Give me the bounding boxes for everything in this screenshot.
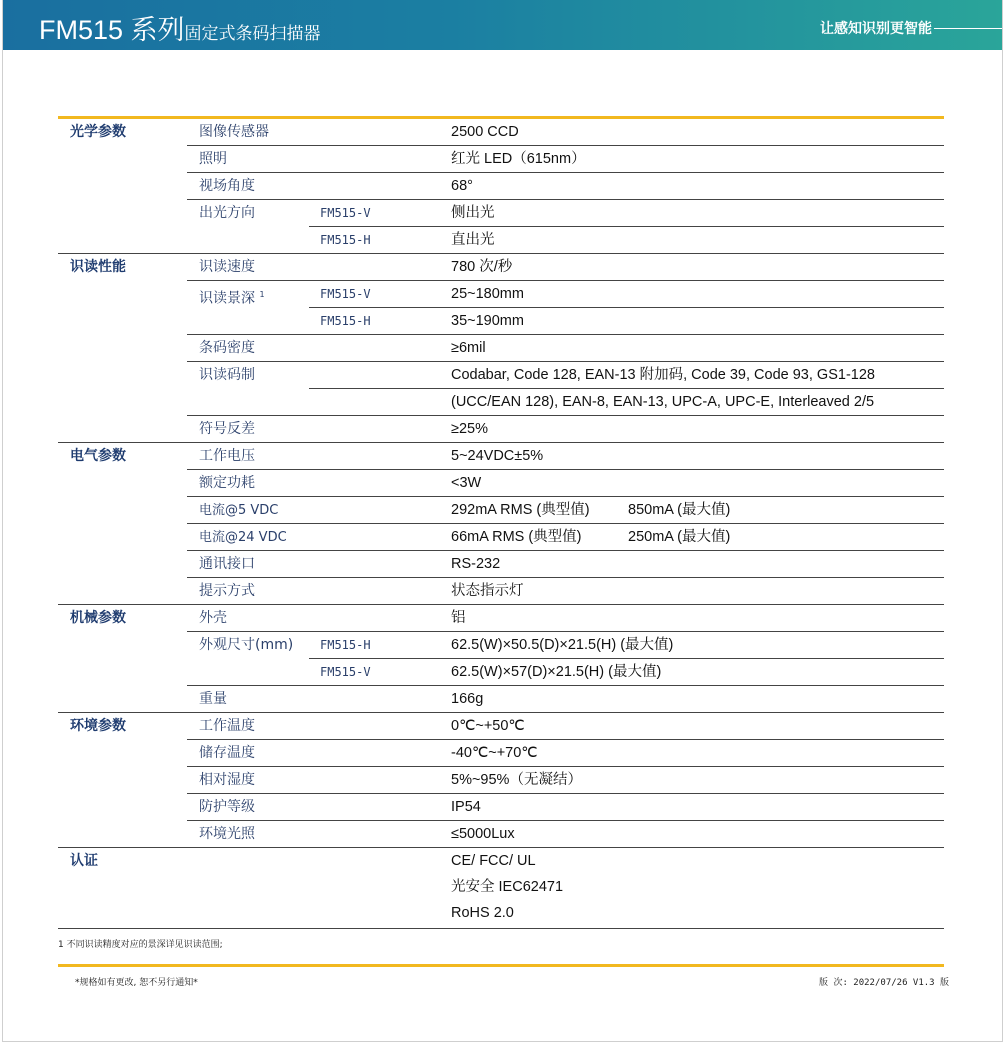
model-label: FM515-V bbox=[309, 200, 442, 227]
value-text: 红光 LED（615nm） bbox=[451, 151, 586, 167]
value-text: Codabar, Code 128, EAN-13 附加码, Code 39, Code 93, GS1-128 bbox=[451, 367, 875, 383]
model-label bbox=[309, 416, 442, 443]
param-text: 识读景深 bbox=[199, 290, 255, 307]
category-label bbox=[58, 416, 187, 443]
value-text: 直出光 bbox=[451, 232, 495, 248]
table-row bbox=[58, 497, 944, 524]
category-label bbox=[58, 767, 187, 794]
category-label bbox=[58, 821, 187, 848]
table-row bbox=[58, 200, 944, 227]
param-text: 外壳 bbox=[199, 610, 227, 626]
bottom-gold-rule bbox=[58, 964, 944, 967]
table-row bbox=[58, 470, 944, 497]
param-text: 符号反差 bbox=[199, 421, 255, 437]
model-label bbox=[309, 605, 442, 632]
table-row bbox=[58, 227, 944, 254]
spec-value bbox=[442, 416, 944, 443]
category-label bbox=[58, 227, 187, 254]
certification-item: 光安全 IEC62471 bbox=[451, 879, 564, 895]
model-label bbox=[309, 578, 442, 605]
param-label bbox=[187, 605, 309, 632]
table-row bbox=[58, 659, 944, 686]
table-row bbox=[58, 362, 944, 416]
value-text: 铝 bbox=[451, 610, 466, 626]
spec-value bbox=[442, 605, 944, 632]
model-label bbox=[309, 335, 442, 362]
spec-value bbox=[442, 254, 944, 281]
category-label bbox=[58, 497, 187, 524]
model-label bbox=[309, 443, 442, 470]
value-text: 0℃~+50℃ bbox=[451, 718, 525, 734]
value-text: 68° bbox=[451, 178, 473, 194]
model-label bbox=[309, 173, 442, 200]
spec-value bbox=[442, 794, 944, 821]
param-label bbox=[187, 578, 309, 605]
value-max-text: 250mA (最大值) bbox=[628, 529, 731, 545]
footnote: 1 不同识读精度对应的景深详见识读范围; bbox=[58, 940, 223, 950]
param-label bbox=[187, 254, 309, 281]
value-text: -40℃~+70℃ bbox=[451, 745, 538, 761]
spec-value bbox=[442, 497, 944, 524]
param-label bbox=[187, 794, 309, 821]
model-label: FM515-H bbox=[309, 632, 442, 659]
model-label bbox=[309, 740, 442, 767]
param-label bbox=[187, 119, 309, 146]
spec-value bbox=[442, 524, 944, 551]
category-label bbox=[58, 740, 187, 767]
param-text: 电流@24 VDC bbox=[199, 530, 287, 545]
model-label bbox=[309, 794, 442, 821]
category-label bbox=[58, 470, 187, 497]
param-label bbox=[187, 146, 309, 173]
category-label bbox=[58, 632, 187, 659]
param-label bbox=[187, 281, 309, 308]
table-row bbox=[58, 632, 944, 659]
value-text: 292mA RMS (典型值) bbox=[451, 502, 590, 518]
table-row bbox=[58, 767, 944, 794]
model-label bbox=[309, 551, 442, 578]
slogan-line bbox=[934, 28, 1002, 29]
param-label bbox=[187, 659, 309, 686]
certification-item: CE/ FCC/ UL bbox=[451, 853, 536, 869]
param-text: 识读码制 bbox=[199, 367, 255, 383]
value-text: 166g bbox=[451, 691, 484, 707]
category-label bbox=[58, 524, 187, 551]
title-main: FM515 系列 bbox=[39, 15, 185, 45]
table-row bbox=[58, 686, 944, 713]
table-bottom-rule bbox=[58, 928, 944, 929]
footnote-marker: 1 bbox=[259, 290, 265, 299]
footer-version: 版 次: 2022/07/26 V1.3 版 bbox=[819, 978, 949, 988]
page-title bbox=[39, 8, 321, 47]
table-row bbox=[58, 254, 944, 281]
param-text: 视场角度 bbox=[199, 178, 255, 194]
header-banner bbox=[3, 0, 1002, 50]
model-label: FM515-H bbox=[309, 227, 442, 254]
model-label bbox=[309, 362, 442, 416]
param-label bbox=[187, 686, 309, 713]
category-label bbox=[58, 578, 187, 605]
param-text: 图像传感器 bbox=[199, 124, 269, 140]
category-label bbox=[58, 200, 187, 227]
category-label: 识读性能 bbox=[70, 259, 126, 275]
spec-value bbox=[442, 740, 944, 767]
param-text: 环境光照 bbox=[199, 826, 255, 842]
table-row bbox=[58, 173, 944, 200]
param-text: 相对湿度 bbox=[199, 772, 255, 788]
param-text: 工作电压 bbox=[199, 448, 255, 464]
value-text: ≥6mil bbox=[451, 340, 486, 356]
category-label: 机械参数 bbox=[70, 610, 126, 626]
table-row bbox=[58, 794, 944, 821]
value-text: ≥25% bbox=[451, 421, 488, 437]
spec-value bbox=[442, 659, 944, 686]
category-label bbox=[58, 551, 187, 578]
model-label bbox=[309, 119, 442, 146]
category-label bbox=[58, 173, 187, 200]
param-label bbox=[187, 416, 309, 443]
category-label bbox=[58, 308, 187, 335]
spec-value bbox=[442, 443, 944, 470]
param-label bbox=[187, 713, 309, 740]
value-text: 状态指示灯 bbox=[451, 583, 524, 599]
category-label bbox=[58, 146, 187, 173]
param-label bbox=[187, 443, 309, 470]
spec-value bbox=[442, 686, 944, 713]
model-label bbox=[309, 470, 442, 497]
param-text: 识读速度 bbox=[199, 259, 255, 275]
value-text: <3W bbox=[451, 475, 482, 491]
value-text: 5~24VDC±5% bbox=[451, 448, 544, 464]
certification-values bbox=[442, 848, 944, 929]
model-label: FM515-V bbox=[309, 659, 442, 686]
value-text: 62.5(W)×50.5(D)×21.5(H) (最大值) bbox=[451, 637, 674, 653]
category-label: 光学参数 bbox=[70, 124, 126, 140]
spec-table bbox=[58, 119, 944, 929]
category-label: 电气参数 bbox=[70, 448, 126, 464]
slogan: 让感知识别更智能 bbox=[820, 21, 932, 37]
param-label bbox=[187, 524, 309, 551]
param-label bbox=[187, 227, 309, 254]
table-row bbox=[58, 146, 944, 173]
spec-value bbox=[442, 470, 944, 497]
certification-item: RoHS 2.0 bbox=[451, 905, 514, 921]
table-row bbox=[58, 335, 944, 362]
table-row bbox=[58, 740, 944, 767]
spec-value bbox=[442, 119, 944, 146]
spec-value bbox=[442, 173, 944, 200]
category-label bbox=[58, 281, 187, 308]
table-row bbox=[58, 443, 944, 470]
param-label bbox=[187, 632, 309, 659]
param-label bbox=[187, 200, 309, 227]
param-label bbox=[187, 362, 309, 416]
spec-value bbox=[442, 578, 944, 605]
param-text: 额定功耗 bbox=[199, 475, 255, 491]
spec-value bbox=[442, 821, 944, 848]
param-label bbox=[187, 821, 309, 848]
value-text: 35~190mm bbox=[451, 313, 524, 329]
param-label bbox=[187, 740, 309, 767]
spec-value bbox=[442, 767, 944, 794]
table-row bbox=[58, 524, 944, 551]
param-label bbox=[187, 308, 309, 335]
category-label bbox=[58, 686, 187, 713]
value-text: IP54 bbox=[451, 799, 481, 815]
model-label bbox=[309, 497, 442, 524]
category-label bbox=[58, 659, 187, 686]
param-text: 外观尺寸(mm) bbox=[199, 637, 294, 653]
param-text: 工作温度 bbox=[199, 718, 255, 734]
certification-row bbox=[58, 848, 944, 929]
param-text: 重量 bbox=[199, 691, 227, 707]
spec-value bbox=[442, 632, 944, 659]
model-label: FM515-V bbox=[309, 281, 442, 308]
param-label bbox=[187, 173, 309, 200]
param-text: 提示方式 bbox=[199, 583, 255, 599]
title-sub: 固定式条码扫描器 bbox=[184, 24, 321, 44]
param-text: 通讯接口 bbox=[199, 556, 255, 572]
spec-value bbox=[442, 362, 944, 416]
table-row bbox=[58, 416, 944, 443]
param-label bbox=[187, 335, 309, 362]
model-label bbox=[309, 713, 442, 740]
value-max-text: 850mA (最大值) bbox=[628, 502, 731, 518]
param-text: 出光方向 bbox=[199, 205, 255, 221]
param-label bbox=[187, 551, 309, 578]
category-label: 环境参数 bbox=[70, 718, 126, 734]
slogan-block bbox=[820, 18, 1002, 38]
category-label: 认证 bbox=[70, 853, 98, 869]
footer-notice: *规格如有更改, 恕不另行通知* bbox=[75, 978, 198, 988]
model-label bbox=[309, 686, 442, 713]
spec-value bbox=[442, 281, 944, 308]
param-text: 储存温度 bbox=[199, 745, 255, 761]
spec-value bbox=[442, 200, 944, 227]
value-text: 25~180mm bbox=[451, 286, 524, 302]
param-text: 条码密度 bbox=[199, 340, 255, 356]
model-label: FM515-H bbox=[309, 308, 442, 335]
table-row bbox=[58, 578, 944, 605]
value-text: 5%~95%（无凝结） bbox=[451, 772, 582, 788]
value-text: 侧出光 bbox=[451, 205, 495, 221]
value-text: ≤5000Lux bbox=[451, 826, 515, 842]
category-label bbox=[58, 362, 187, 416]
table-row bbox=[58, 281, 944, 308]
table-row bbox=[58, 821, 944, 848]
value-text-line2: (UCC/EAN 128), EAN-8, EAN-13, UPC-A, UPC-E, Interleaved 2/5 bbox=[451, 394, 875, 410]
table-row bbox=[58, 605, 944, 632]
table-row bbox=[58, 119, 944, 146]
value-text: 780 次/秒 bbox=[451, 259, 513, 275]
table-row bbox=[58, 713, 944, 740]
model-label bbox=[309, 767, 442, 794]
category-label bbox=[58, 335, 187, 362]
model-label bbox=[309, 254, 442, 281]
value-text: 2500 CCD bbox=[451, 124, 519, 140]
spec-value bbox=[442, 308, 944, 335]
spec-value bbox=[442, 227, 944, 254]
param-text: 照明 bbox=[199, 151, 227, 167]
param-text: 电流@5 VDC bbox=[199, 503, 279, 518]
value-text: 66mA RMS (典型值) bbox=[451, 529, 582, 545]
param-text: 防护等级 bbox=[199, 799, 255, 815]
value-text: 62.5(W)×57(D)×21.5(H) (最大值) bbox=[451, 664, 662, 680]
value-text: RS-232 bbox=[451, 556, 501, 572]
spec-value bbox=[442, 146, 944, 173]
table-row bbox=[58, 551, 944, 578]
table-row bbox=[58, 308, 944, 335]
param-label bbox=[187, 497, 309, 524]
category-label bbox=[58, 794, 187, 821]
model-label bbox=[309, 146, 442, 173]
model-label bbox=[309, 524, 442, 551]
model-label bbox=[309, 821, 442, 848]
param-label bbox=[187, 470, 309, 497]
spec-value bbox=[442, 713, 944, 740]
spec-value bbox=[442, 551, 944, 578]
spec-value bbox=[442, 335, 944, 362]
param-label bbox=[187, 767, 309, 794]
